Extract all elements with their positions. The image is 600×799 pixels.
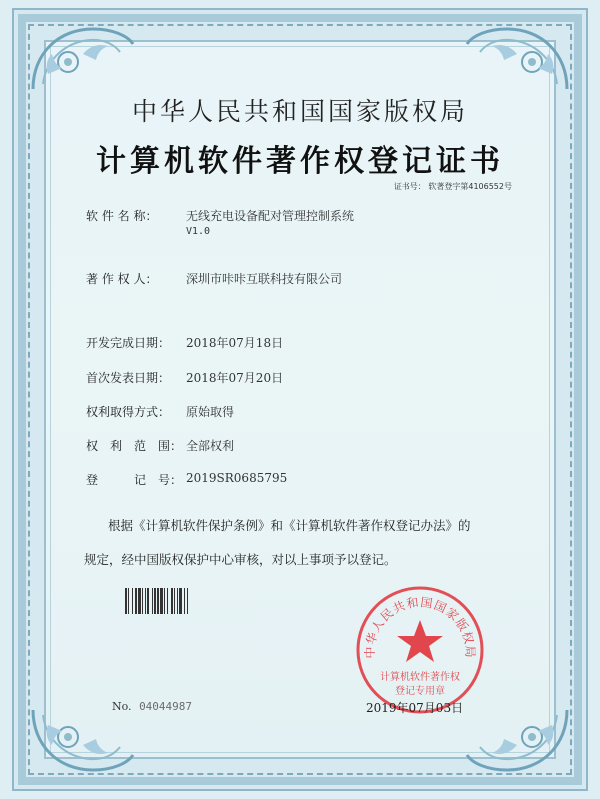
field-completion-date <box>86 334 283 351</box>
serial-number <box>112 700 192 713</box>
serial-number-label: No. <box>112 700 132 713</box>
field-value: 2019SR0685795 <box>186 471 288 485</box>
field-value: 无线充电设备配对管理控制系统 <box>186 209 355 223</box>
field-label: 权 利 范 围： <box>86 439 183 453</box>
certificate-title: 计算机软件著作权登记证书 <box>96 144 504 179</box>
serial-number-value: 04044987 <box>139 700 193 713</box>
statement-line-2: 规定，经中国版权保护中心审核，对以上事项予以登记。 <box>84 552 397 567</box>
field-label: 权利取得方式： <box>86 405 171 419</box>
field-value: 原始取得 <box>186 405 235 419</box>
field-acquisition-method <box>86 403 234 420</box>
field-label: 著 作 权 人： <box>86 272 158 286</box>
certificate-number <box>394 181 512 192</box>
field-value: 2018年07月20日 <box>186 371 284 385</box>
corner-ornament-bottom-left <box>28 705 138 775</box>
corner-ornament-top-left <box>28 24 138 94</box>
field-value: 深圳市咔咔互联科技有限公司 <box>186 272 343 286</box>
issuer-title: 中华人民共和国国家版权局 <box>131 97 468 126</box>
seal-ring-text: 中华人民共和国国家版权局 <box>362 595 478 659</box>
field-rights-scope <box>86 437 234 454</box>
field-registration-number <box>86 471 287 488</box>
seal-text-line-1: 计算机软件著作权 <box>380 672 460 683</box>
certificate-number-label: 证书号： <box>393 182 426 191</box>
field-software-name <box>86 207 354 224</box>
certificate-number-value: 软著登字第4106552号 <box>428 182 512 191</box>
seal-star-icon <box>397 620 443 662</box>
software-version: V1.0 <box>186 226 211 237</box>
barcode-icon <box>124 586 210 616</box>
field-value: 全部权利 <box>186 439 235 453</box>
field-label: 登 记 号： <box>86 473 183 487</box>
field-label: 开发完成日期： <box>86 336 171 350</box>
field-value: 2018年07月18日 <box>186 336 284 350</box>
seal-text-line-2: 登记专用章 <box>395 686 445 697</box>
corner-ornament-top-right <box>462 24 572 94</box>
issue-date: 2019年07月03日 <box>366 701 464 715</box>
field-copyright-owner <box>86 270 342 287</box>
statement-line-1: 根据《计算机软件保护条例》和《计算机软件著作权登记办法》的 <box>108 518 471 533</box>
field-label: 软 件 名 称： <box>86 209 158 223</box>
field-publication-date <box>86 369 283 386</box>
field-label: 首次发表日期： <box>86 371 171 385</box>
